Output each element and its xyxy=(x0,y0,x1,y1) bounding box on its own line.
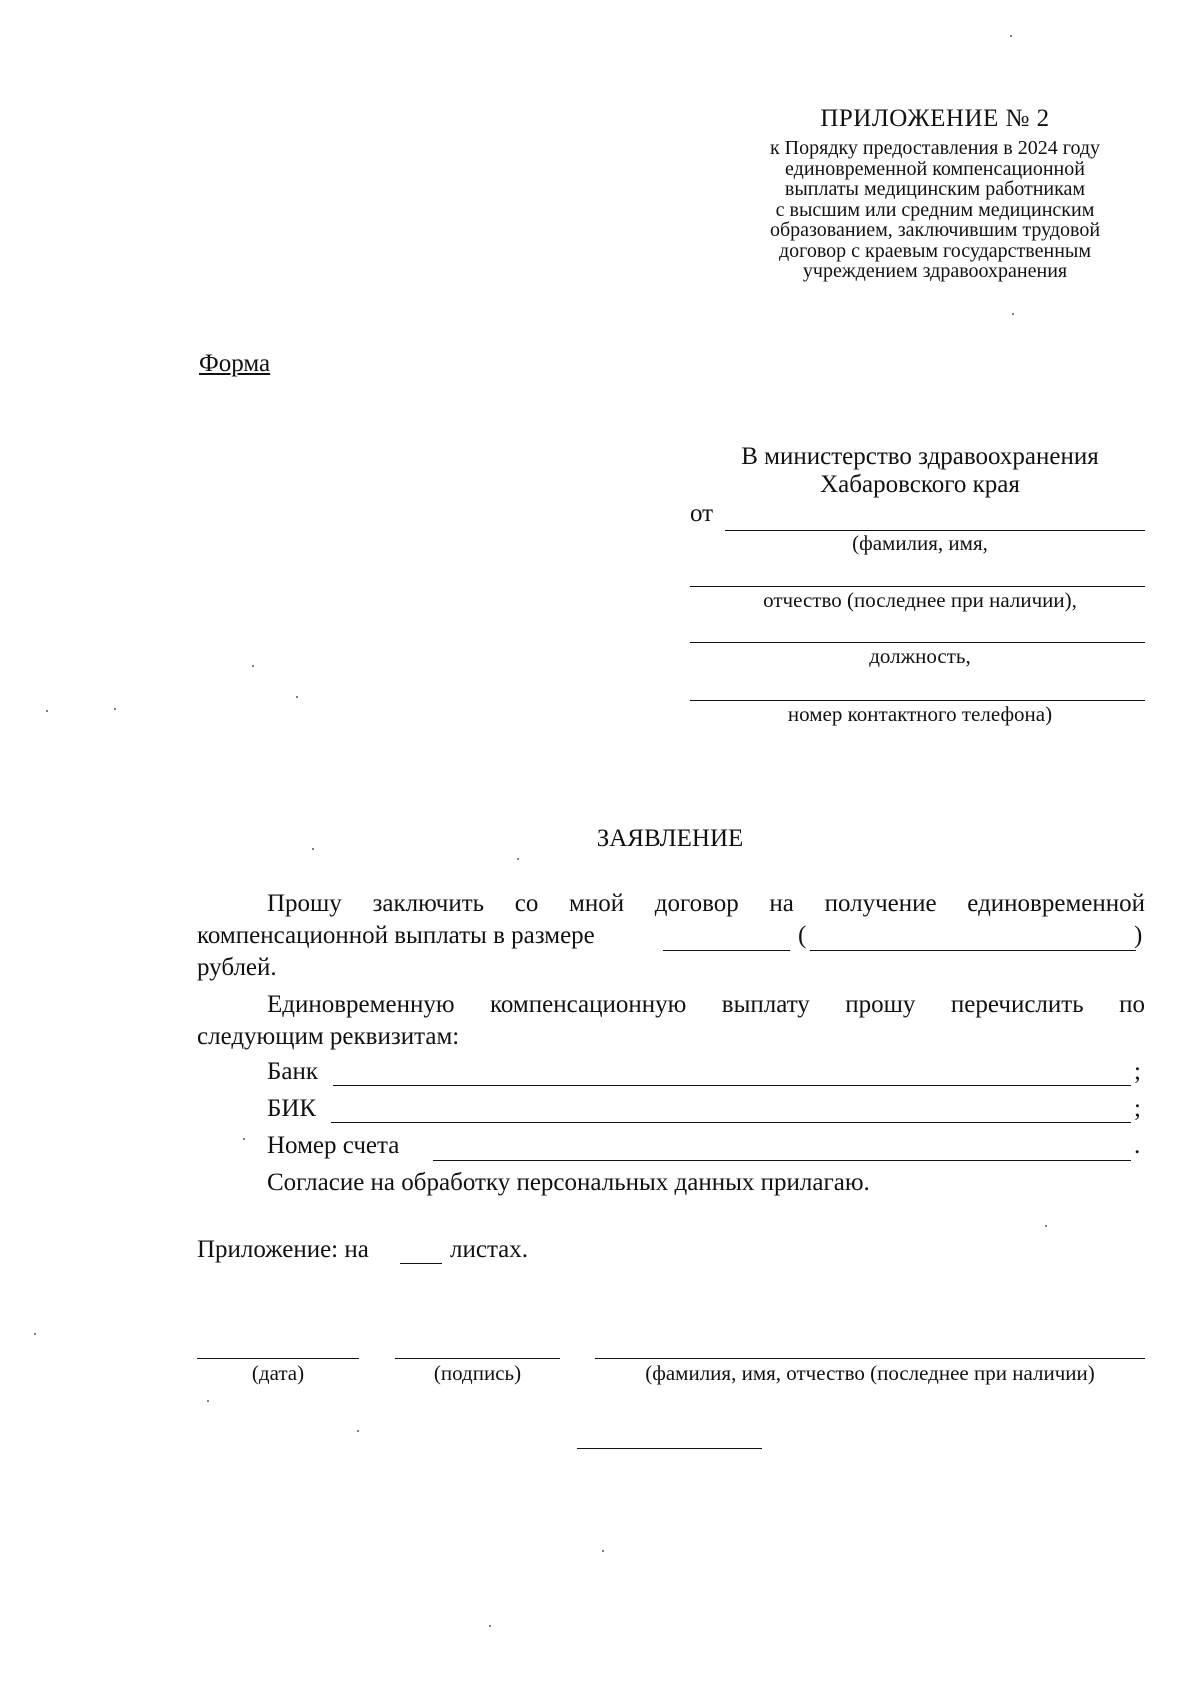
addressee-line: В министерство здравоохранения xyxy=(741,443,1099,470)
scan-speck xyxy=(296,696,298,698)
applicant-position-caption: должность, xyxy=(869,644,971,668)
attachment-suffix: листах. xyxy=(450,1236,529,1263)
appendix-subtitle-line: единовременной компенсационной xyxy=(785,157,1085,180)
applicant-patronymic-caption: отчество (последнее при наличии), xyxy=(763,588,1077,612)
scan-speck xyxy=(489,1625,491,1627)
appendix-subtitle-line: выплаты медицинским работникам xyxy=(784,178,1086,200)
bik-field[interactable] xyxy=(331,1122,1131,1123)
scan-speck xyxy=(252,665,254,667)
scan-speck xyxy=(114,708,116,710)
full-name-caption: (фамилия, имя, отчество (последнее при наличии) xyxy=(645,1361,1095,1385)
scan-speck xyxy=(312,848,314,850)
appendix-subtitle-line: с высшим или средним медицинским xyxy=(775,198,1095,221)
scan-speck xyxy=(517,858,519,860)
applicant-position-field[interactable] xyxy=(690,642,1145,643)
scan-speck xyxy=(357,1430,359,1432)
bank-label: Банк xyxy=(267,1058,318,1085)
close-paren: ) xyxy=(1134,922,1143,949)
scan-speck xyxy=(1010,35,1012,37)
appendix-subtitle-line: к Порядку предоставления в 2024 году xyxy=(769,137,1101,159)
consent-text: Согласие на обработку персональных данных прилагаю. xyxy=(267,1169,870,1196)
appendix-subtitle xyxy=(720,138,1150,282)
scan-speck xyxy=(602,1550,604,1552)
scan-speck xyxy=(1012,313,1014,315)
account-label: Номер счета xyxy=(267,1132,400,1159)
full-name-field[interactable] xyxy=(595,1358,1145,1359)
appendix-subtitle-line: образованием, заключившим трудовой xyxy=(769,219,1101,241)
request-paragraph-line: Прошу заключить со мной договор на получение единовременной xyxy=(267,890,1145,917)
form-label: Форма xyxy=(199,350,271,377)
amount-digits-field[interactable] xyxy=(663,950,790,951)
addressee-block xyxy=(690,443,1150,499)
scan-speck xyxy=(34,1333,36,1335)
appendix-title: ПРИЛОЖЕНИЕ № 2 xyxy=(820,105,1050,132)
scan-speck xyxy=(243,1138,245,1140)
requisites-paragraph-line: Единовременную компенсационную выплату прошу перечислить по xyxy=(267,991,1145,1018)
from-label: от xyxy=(690,500,714,527)
scan-speck xyxy=(207,1400,209,1402)
applicant-phone-caption: номер контактного телефона) xyxy=(787,702,1053,726)
applicant-patronymic-field[interactable] xyxy=(690,586,1145,587)
bank-field[interactable] xyxy=(333,1085,1131,1086)
appendix-subtitle-line: учреждением здравоохранения xyxy=(802,260,1068,282)
signature-field[interactable] xyxy=(395,1358,560,1359)
appendix-header xyxy=(720,104,1150,282)
applicant-name-caption: (фамилия, имя, xyxy=(852,531,988,555)
attachment-prefix: Приложение: на xyxy=(197,1236,369,1263)
amount-words-field[interactable] xyxy=(810,950,1136,951)
signature-caption: (подпись) xyxy=(433,1361,522,1385)
closing-rule xyxy=(577,1448,762,1449)
request-paragraph-line: рублей. xyxy=(197,954,277,981)
appendix-subtitle-line: договор с краевым государственным xyxy=(778,239,1091,262)
applicant-phone-field[interactable] xyxy=(690,700,1145,701)
scan-speck xyxy=(46,710,48,712)
attachment-pages-field[interactable] xyxy=(400,1263,442,1264)
bik-semicolon: ; xyxy=(1134,1095,1141,1122)
date-field[interactable] xyxy=(197,1358,359,1359)
account-field[interactable] xyxy=(433,1160,1131,1161)
request-paragraph-line: компенсационной выплаты в размере xyxy=(197,922,595,949)
scan-speck xyxy=(1045,1225,1047,1227)
bik-label: БИК xyxy=(267,1095,317,1122)
requisites-paragraph-line: следующим реквизитам: xyxy=(197,1023,460,1050)
open-paren: ( xyxy=(798,922,807,949)
account-period: . xyxy=(1134,1132,1141,1159)
bank-semicolon: ; xyxy=(1134,1058,1141,1085)
date-caption: (дата) xyxy=(251,1361,305,1385)
document-title: ЗАЯВЛЕНИЕ xyxy=(596,825,744,852)
addressee-line: Хабаровского края xyxy=(820,471,1020,498)
